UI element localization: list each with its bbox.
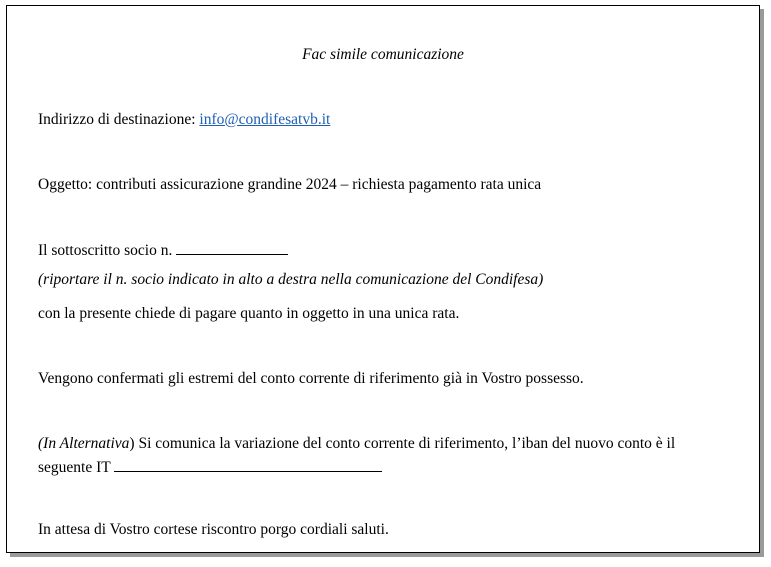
iban-label: seguente IT xyxy=(38,459,115,476)
member-number-blank[interactable] xyxy=(176,240,288,255)
confirmation-line: Vengono confermati gli estremi del conto corrente di riferimento già in Vostro possesso. xyxy=(38,370,584,387)
address-line xyxy=(38,110,330,129)
request-line: con la presente chiede di pagare quanto in oggetto in una unica rata. xyxy=(38,305,460,322)
address-label: Indirizzo di destinazione: xyxy=(38,111,200,128)
document-page xyxy=(6,5,760,553)
subject-line: Oggetto: contributi assicurazione grandine 2024 – richiesta pagamento rata unica xyxy=(38,176,542,193)
member-number-line xyxy=(38,240,288,260)
iban-blank[interactable] xyxy=(114,457,382,472)
closing-line: In attesa di Vostro cortese riscontro porgo cordiali saluti. xyxy=(38,521,389,538)
member-number-label: Il sottoscritto socio n. xyxy=(38,242,177,259)
alternative-prefix: (In Alternativa xyxy=(38,435,130,452)
document-title: Fac simile comunicazione xyxy=(302,46,464,63)
alternative-text: ) Si comunica la variazione del conto corrente di riferimento, l’iban del nuovo conto è il xyxy=(129,435,676,452)
member-number-note: (riportare il n. socio indicato in alto a destra nella comunicazione del Condifesa) xyxy=(38,271,544,288)
email-link[interactable]: info@condifesatvb.it xyxy=(199,111,331,128)
alternative-line xyxy=(38,434,675,453)
iban-line xyxy=(38,457,382,477)
